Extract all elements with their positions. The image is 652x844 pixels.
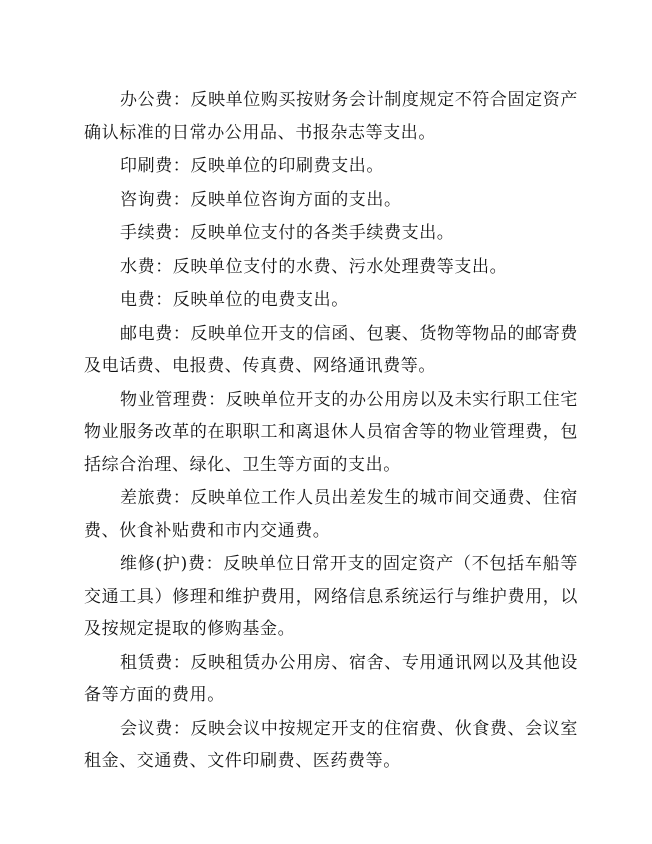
paragraph-printing-expenses: 印刷费：反映单位的印刷费支出。 <box>120 156 384 176</box>
paragraph-electricity-fees: 电费：反映单位的电费支出。 <box>120 290 349 310</box>
paragraph-maintenance-fees: 维修(护)费：反映单位日常开支的固定资产（不包括车船等交通工具）修理和维护费用，网络信息系统运行与维护费用，以及按规定提取的修购基金。 <box>84 554 578 639</box>
paragraph-consulting-expenses: 咨询费：反映单位咨询方面的支出。 <box>120 189 402 210</box>
paragraph-property-management-fees: 物业管理费：反映单位开支的办公用房以及未实行职工住宅物业服务改革的在职职工和离退休人员宿舍等的物业管理费，包括综合治理、绿化、卫生等方面的支出。 <box>84 389 578 475</box>
paragraph-office-expenses: 办公费：反映单位购买按财务会计制度规定不符合固定资产确认标准的日常办公用品、书报杂志等支出。 <box>84 90 578 143</box>
paragraph-rental-fees: 租赁费：反映租赁办公用房、宿舍、专用通讯网以及其他设备等方面的费用。 <box>84 652 578 705</box>
paragraph-conference-fees: 会议费：反映会议中按规定开支的住宿费、伙食费、会议室租金、交通费、文件印刷费、医药费等。 <box>84 718 578 771</box>
document-page <box>84 84 578 779</box>
paragraph-postal-telecom-fees: 邮电费：反映单位开支的信函、包裹、货物等物品的邮寄费及电话费、电报费、传真费、网络通讯费等。 <box>84 323 578 376</box>
paragraph-travel-expenses: 差旅费：反映单位工作人员出差发生的城市间交通费、住宿费、伙食补贴费和市内交通费。 <box>84 488 578 541</box>
paragraph-water-fees: 水费：反映单位支付的水费、污水处理费等支出。 <box>120 256 508 277</box>
paragraph-handling-fees: 手续费：反映单位支付的各类手续费支出。 <box>120 223 455 243</box>
